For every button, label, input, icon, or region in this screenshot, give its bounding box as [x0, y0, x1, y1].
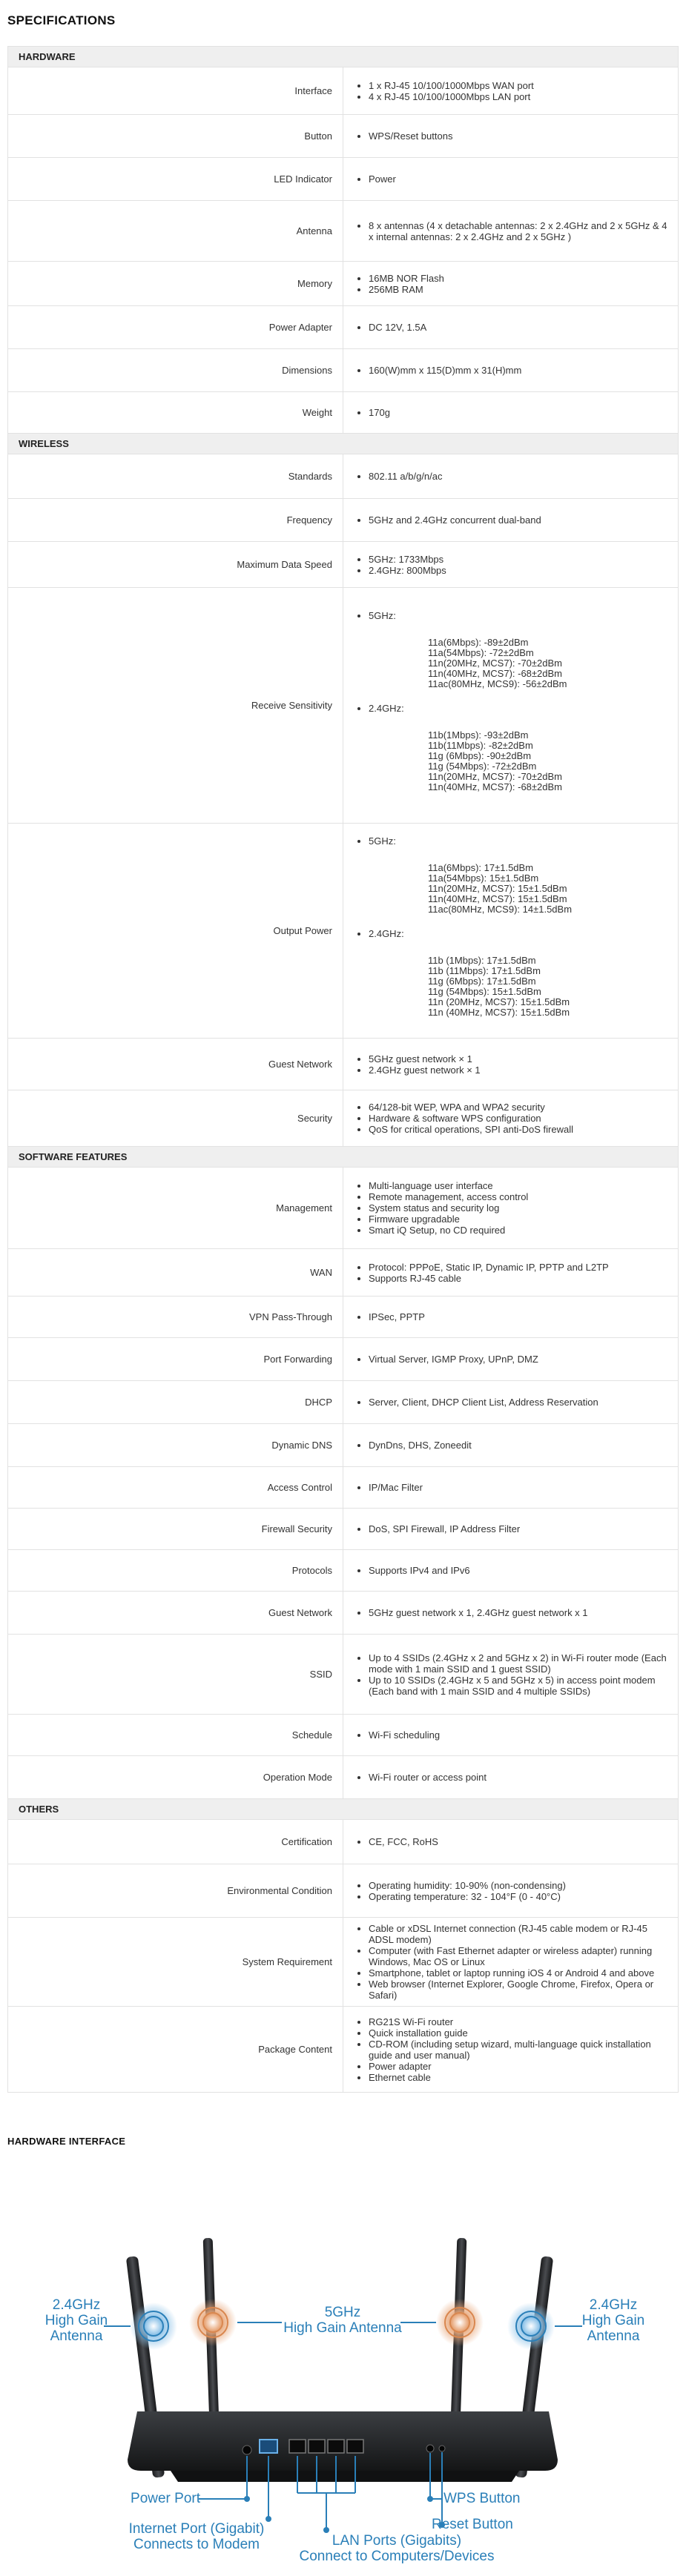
spec-value — [343, 1039, 679, 1090]
spec-sub-item: 11b (11Mbps): 17±1.5dBm — [428, 964, 541, 976]
spec-value-item: • Wi-Fi scheduling — [369, 1729, 672, 1741]
spec-label: LED Indicator — [8, 158, 343, 201]
spec-row — [8, 1715, 679, 1756]
spec-sub-item: 11a(54Mbps): -72±2dBm — [428, 646, 534, 658]
spec-sub-item: 11g (54Mbps): -72±2dBm — [428, 760, 537, 772]
spec-value-item: • 1 x RJ-45 10/100/1000Mbps WAN port — [369, 80, 672, 91]
right-antenna-label: 2.4GHz High Gain Antenna — [581, 2297, 645, 2344]
spec-group — [369, 610, 672, 689]
spec-value — [343, 499, 679, 542]
spec-label: Access Control — [8, 1467, 343, 1509]
spec-label: Standards — [8, 454, 343, 499]
spec-sub-item: 11b(11Mbps): -82±2dBm — [428, 739, 533, 751]
spec-row — [8, 454, 679, 499]
spec-value-list — [357, 1652, 672, 1697]
spec-value-list — [357, 1482, 672, 1493]
spec-value — [343, 1592, 679, 1635]
spec-value-list — [357, 554, 672, 576]
spec-value-item: • Smartphone, tablet or laptop running iOS 4 or Android 4 and above — [369, 1967, 672, 1979]
spec-row — [8, 392, 679, 434]
spec-group-name: 2.4GHz: — [369, 702, 404, 714]
spec-value-item: • System status and security log — [369, 1202, 672, 1213]
spec-value-item: • 256MB RAM — [369, 284, 672, 295]
spec-value-item: • CE, FCC, RoHS — [369, 1836, 672, 1847]
spec-value-list — [357, 1397, 672, 1408]
spec-row — [8, 1592, 679, 1635]
spec-value — [343, 158, 679, 201]
spec-value — [343, 1467, 679, 1509]
spec-label: Dimensions — [8, 349, 343, 392]
center-right-antenna-glow-icon — [436, 2299, 484, 2346]
spec-group — [369, 835, 672, 915]
spec-value — [343, 454, 679, 499]
spec-value-item: • Operating humidity: 10-90% (non-condensing) — [369, 1880, 672, 1891]
spec-value-item: • 5GHz guest network × 1 — [369, 1053, 672, 1064]
spec-label: SSID — [8, 1635, 343, 1715]
spec-value — [343, 1090, 679, 1147]
spec-value-list — [357, 1923, 672, 2001]
spec-value-item: • Smart iQ Setup, no CD required — [369, 1225, 672, 1236]
lan-port-4-icon — [347, 2440, 363, 2453]
spec-value-list — [357, 1102, 672, 1135]
spec-value — [343, 588, 679, 824]
spec-value — [343, 1509, 679, 1550]
spec-value-item: • Power adapter — [369, 2061, 672, 2072]
wps-button-label: WPS Button — [443, 2491, 521, 2506]
spec-label: Guest Network — [8, 1039, 343, 1090]
spec-value-list — [357, 1311, 672, 1322]
reset-button-icon — [439, 2446, 445, 2451]
spec-sub-item: 11a(54Mbps): 15±1.5dBm — [428, 872, 539, 884]
spec-value-item: • Web browser (Internet Explorer, Google Chrome, Firefox, Opera or Safari) — [369, 1979, 672, 2001]
spec-value-list — [357, 1180, 672, 1236]
spec-value-list — [357, 365, 672, 376]
lan-port-1-icon — [289, 2440, 306, 2453]
spec-label: Memory — [8, 262, 343, 306]
spec-sub-item: 11n(20MHz, MCS7): 15±1.5dBm — [428, 882, 567, 894]
spec-label: Guest Network — [8, 1592, 343, 1635]
reset-button-label: Reset Button — [432, 2517, 513, 2532]
spec-value-item: • Supports IPv4 and IPv6 — [369, 1565, 672, 1576]
spec-value — [343, 1820, 679, 1864]
spec-label: Receive Sensitivity — [8, 588, 343, 824]
spec-value — [343, 306, 679, 349]
spec-value-item: • Firmware upgradable — [369, 1213, 672, 1225]
spec-sub-item: 11a(6Mbps): 17±1.5dBm — [428, 861, 534, 873]
spec-row — [8, 201, 679, 262]
spec-value-item: • 5GHz guest network x 1, 2.4GHz guest network x 1 — [369, 1607, 672, 1618]
spec-value-list — [357, 1607, 672, 1618]
lan-port-2-icon — [309, 2440, 325, 2453]
spec-row — [8, 588, 679, 824]
spec-row — [8, 542, 679, 588]
spec-value-item: • CD-ROM (including setup wizard, multi-language quick installation guide and user manual) — [369, 2039, 672, 2061]
spec-row — [8, 499, 679, 542]
spec-group-name: 5GHz: — [369, 835, 396, 847]
spec-sub-item: 11n (20MHz, MCS7): 15±1.5dBm — [428, 996, 570, 1007]
spec-value — [343, 1168, 679, 1249]
spec-row — [8, 2007, 679, 2093]
spec-group-name: 2.4GHz: — [369, 927, 404, 939]
spec-value — [343, 1715, 679, 1756]
spec-sub-item: 11n (40MHz, MCS7): 15±1.5dBm — [428, 1006, 570, 1018]
spec-label: Management — [8, 1168, 343, 1249]
spec-value-item: • Ethernet cable — [369, 2072, 672, 2083]
spec-value-item: • DoS, SPI Firewall, IP Address Filter — [369, 1523, 672, 1534]
spec-row — [8, 824, 679, 1039]
spec-row — [8, 1039, 679, 1090]
spec-label: Output Power — [8, 824, 343, 1039]
spec-value-item: • 8 x antennas (4 x detachable antennas: 2 x 2.4GHz and 2 x 5GHz & 4 x internal antennas: 2 x 2.4GHz and 2 x 5GHz ) — [369, 220, 672, 242]
spec-row — [8, 1168, 679, 1249]
section-title: OTHERS — [8, 1799, 679, 1820]
spec-value — [343, 392, 679, 434]
spec-value-list — [357, 835, 672, 1018]
spec-value-list — [357, 1772, 672, 1783]
spec-sub-item: 11n(40MHz, MCS7): -68±2dBm — [428, 781, 563, 792]
spec-value-item: • Supports RJ-45 cable — [369, 1273, 672, 1284]
spec-row — [8, 1090, 679, 1147]
spec-value — [343, 262, 679, 306]
spec-value-item: • Quick installation guide — [369, 2027, 672, 2039]
spec-row — [8, 1864, 679, 1918]
spec-value-item: • QoS for critical operations, SPI anti-DoS firewall — [369, 1124, 672, 1135]
spec-sub-item: 11n(20MHz, MCS7): -70±2dBm — [428, 770, 563, 782]
spec-value-item: • DC 12V, 1.5A — [369, 322, 672, 333]
spec-value-list — [357, 407, 672, 418]
spec-value — [343, 1297, 679, 1338]
spec-value-item: • RG21S Wi-Fi router — [369, 2016, 672, 2027]
power-port-icon — [243, 2446, 251, 2454]
spec-row — [8, 1297, 679, 1338]
spec-value-list — [357, 2016, 672, 2083]
spec-group — [369, 703, 672, 792]
spec-value-item: • 5GHz and 2.4GHz concurrent dual-band — [369, 514, 672, 526]
spec-value-list — [357, 1354, 672, 1365]
spec-value — [343, 1864, 679, 1918]
spec-row — [8, 262, 679, 306]
spec-value-item: • 16MB NOR Flash — [369, 273, 672, 284]
spec-value-item: • IP/Mac Filter — [369, 1482, 672, 1493]
spec-value-item: • 64/128-bit WEP, WPA and WPA2 security — [369, 1102, 672, 1113]
spec-row — [8, 1249, 679, 1297]
spec-value — [343, 1918, 679, 2007]
spec-row — [8, 1424, 679, 1467]
spec-row — [8, 1635, 679, 1715]
router-illustration — [0, 2167, 686, 2567]
spec-value-item: • 4 x RJ-45 10/100/1000Mbps LAN port — [369, 91, 672, 102]
spec-value-item: • Operating temperature: 32 - 104°F (0 - 40°C) — [369, 1891, 672, 1902]
spec-label: Package Content — [8, 2007, 343, 2093]
spec-label: Security — [8, 1090, 343, 1147]
spec-value-item: • IPSec, PPTP — [369, 1311, 672, 1322]
spec-sub-list — [369, 863, 672, 915]
spec-value-list — [357, 322, 672, 333]
spec-value — [343, 824, 679, 1039]
spec-value-item: • Protocol: PPPoE, Static IP, Dynamic IP, PPTP and L2TP — [369, 1262, 672, 1273]
spec-value-item: • 2.4GHz: 800Mbps — [369, 565, 672, 576]
spec-row — [8, 1756, 679, 1799]
section-header — [8, 1147, 679, 1168]
left-antenna-label: 2.4GHz High Gain Antenna — [44, 2297, 108, 2344]
spec-label: Frequency — [8, 499, 343, 542]
internet-port-label: Internet Port (Gigabit) Connects to Modem — [128, 2521, 265, 2552]
spec-value-item: • Multi-language user interface — [369, 1180, 672, 1191]
spec-value-list — [357, 273, 672, 295]
spec-value-list — [357, 130, 672, 142]
spec-row — [8, 1509, 679, 1550]
spec-group — [369, 928, 672, 1018]
spec-sub-item: 11b(1Mbps): -93±2dBm — [428, 729, 529, 741]
spec-value-item: • Power — [369, 173, 672, 185]
spec-sub-item: 11g (6Mbps): -90±2dBm — [428, 749, 532, 761]
spec-value-item: • Server, Client, DHCP Client List, Address Reservation — [369, 1397, 672, 1408]
spec-label: Dynamic DNS — [8, 1424, 343, 1467]
right-antenna-glow-icon — [507, 2302, 555, 2350]
section-title: WIRELESS — [8, 434, 679, 454]
section-header — [8, 434, 679, 454]
spec-value-list — [357, 1565, 672, 1576]
spec-row — [8, 158, 679, 201]
left-antenna-glow-icon — [130, 2302, 177, 2350]
spec-value-list — [357, 173, 672, 185]
lan-ports-label: LAN Ports (Gigabits) Connect to Computers/Devices — [299, 2533, 495, 2564]
spec-sub-item: 11ac(80MHz, MCS9): 14±1.5dBm — [428, 903, 573, 915]
spec-value-list — [357, 1523, 672, 1534]
spec-value-list — [357, 610, 672, 792]
spec-value-item: • 5GHz: 1733Mbps — [369, 554, 672, 565]
spec-row — [8, 1338, 679, 1381]
section-header — [8, 47, 679, 67]
spec-row — [8, 1550, 679, 1592]
wps-button-icon — [426, 2445, 434, 2452]
spec-value-list — [357, 1262, 672, 1284]
hardware-interface-diagram — [0, 2167, 686, 2567]
spec-sub-item: 11n(20MHz, MCS7): -70±2dBm — [428, 657, 563, 669]
spec-label: VPN Pass-Through — [8, 1297, 343, 1338]
spec-value — [343, 1381, 679, 1424]
spec-value-item: • Remote management, access control — [369, 1191, 672, 1202]
spec-value-item: • Up to 10 SSIDs (2.4GHz x 5 and 5GHz x 5) in access point modem (Each band with 1 main SSID and 4 multiple SSIDs) — [369, 1675, 672, 1697]
spec-value-list — [357, 80, 672, 102]
spec-value-item: • Hardware & software WPS configuration — [369, 1113, 672, 1124]
spec-row — [8, 1381, 679, 1424]
spec-value-item: • 160(W)mm x 115(D)mm x 31(H)mm — [369, 365, 672, 376]
spec-value-list — [357, 514, 672, 526]
section-title: HARDWARE — [8, 47, 679, 67]
spec-value-list — [357, 220, 672, 242]
power-port-label: Power Port — [131, 2491, 200, 2506]
center-antenna-label: 5GHz High Gain Antenna — [283, 2305, 402, 2336]
spec-row — [8, 67, 679, 115]
spec-sub-item: 11a(6Mbps): -89±2dBm — [428, 636, 529, 648]
spec-value-item: • Up to 4 SSIDs (2.4GHz x 2 and 5GHz x 2) in Wi-Fi router mode (Each mode with 1 main SSID and 1 guest SSID) — [369, 1652, 672, 1675]
spec-value — [343, 115, 679, 158]
spec-label: Button — [8, 115, 343, 158]
spec-label: Power Adapter — [8, 306, 343, 349]
spec-value-list — [357, 1440, 672, 1451]
spec-sub-item: 11n(40MHz, MCS7): 15±1.5dBm — [428, 893, 567, 904]
spec-row — [8, 1918, 679, 2007]
spec-label: Maximum Data Speed — [8, 542, 343, 588]
spec-row — [8, 1820, 679, 1864]
spec-group-name: 5GHz: — [369, 609, 396, 621]
page-title: SPECIFICATIONS — [7, 13, 116, 27]
spec-sub-item: 11g (6Mbps): 17±1.5dBm — [428, 975, 536, 987]
spec-value-item: • 170g — [369, 407, 672, 418]
spec-row — [8, 1467, 679, 1509]
spec-sub-item: 11ac(80MHz, MCS9): -56±2dBm — [428, 678, 567, 689]
spec-row — [8, 306, 679, 349]
spec-label: Schedule — [8, 1715, 343, 1756]
spec-sub-list — [369, 638, 672, 689]
spec-value-list — [357, 1729, 672, 1741]
spec-label: Interface — [8, 67, 343, 115]
spec-label: Firewall Security — [8, 1509, 343, 1550]
spec-label: Antenna — [8, 201, 343, 262]
internet-port-icon — [260, 2440, 277, 2453]
spec-label: Operation Mode — [8, 1756, 343, 1799]
spec-value — [343, 1635, 679, 1715]
spec-value — [343, 1424, 679, 1467]
section-title: SOFTWARE FEATURES — [8, 1147, 679, 1168]
lan-port-3-icon — [328, 2440, 344, 2453]
section-header — [8, 1799, 679, 1820]
spec-value — [343, 1550, 679, 1592]
spec-sub-item: 11n(40MHz, MCS7): -68±2dBm — [428, 667, 563, 679]
spec-row — [8, 115, 679, 158]
spec-value-list — [357, 1053, 672, 1076]
spec-value-list — [357, 1880, 672, 1902]
spec-value-item: • Cable or xDSL Internet connection (RJ-45 cable modem or RJ-45 ADSL modem) — [369, 1923, 672, 1945]
spec-label: Port Forwarding — [8, 1338, 343, 1381]
specifications-table — [7, 46, 679, 2093]
spec-label: DHCP — [8, 1381, 343, 1424]
spec-value — [343, 1338, 679, 1381]
spec-row — [8, 349, 679, 392]
spec-value — [343, 67, 679, 115]
spec-value — [343, 201, 679, 262]
spec-sub-item: 11b (1Mbps): 17±1.5dBm — [428, 954, 536, 966]
spec-value-item: • Virtual Server, IGMP Proxy, UPnP, DMZ — [369, 1354, 672, 1365]
spec-value-item: • WPS/Reset buttons — [369, 130, 672, 142]
spec-label: WAN — [8, 1249, 343, 1297]
spec-value-item: • 802.11 a/b/g/n/ac — [369, 471, 672, 482]
spec-value — [343, 2007, 679, 2093]
spec-label: Protocols — [8, 1550, 343, 1592]
spec-value-list — [357, 1836, 672, 1847]
spec-value — [343, 1756, 679, 1799]
spec-value-item: • Wi-Fi router or access point — [369, 1772, 672, 1783]
spec-value — [343, 1249, 679, 1297]
hardware-interface-title: HARDWARE INTERFACE — [7, 2136, 126, 2147]
spec-value-item: • DynDns, DHS, Zoneedit — [369, 1440, 672, 1451]
spec-label: System Requirement — [8, 1918, 343, 2007]
spec-sub-list — [369, 956, 672, 1018]
spec-value — [343, 542, 679, 588]
spec-sub-list — [369, 730, 672, 792]
spec-value-item: • Computer (with Fast Ethernet adapter or wireless adapter) running Windows, Mac OS or Linux — [369, 1945, 672, 1967]
spec-value — [343, 349, 679, 392]
spec-value-list — [357, 471, 672, 482]
spec-sub-item: 11g (54Mbps): 15±1.5dBm — [428, 985, 541, 997]
spec-value-item: • 2.4GHz guest network × 1 — [369, 1064, 672, 1076]
center-left-antenna-glow-icon — [189, 2299, 237, 2346]
spec-label: Environmental Condition — [8, 1864, 343, 1918]
spec-label: Certification — [8, 1820, 343, 1864]
spec-label: Weight — [8, 392, 343, 434]
